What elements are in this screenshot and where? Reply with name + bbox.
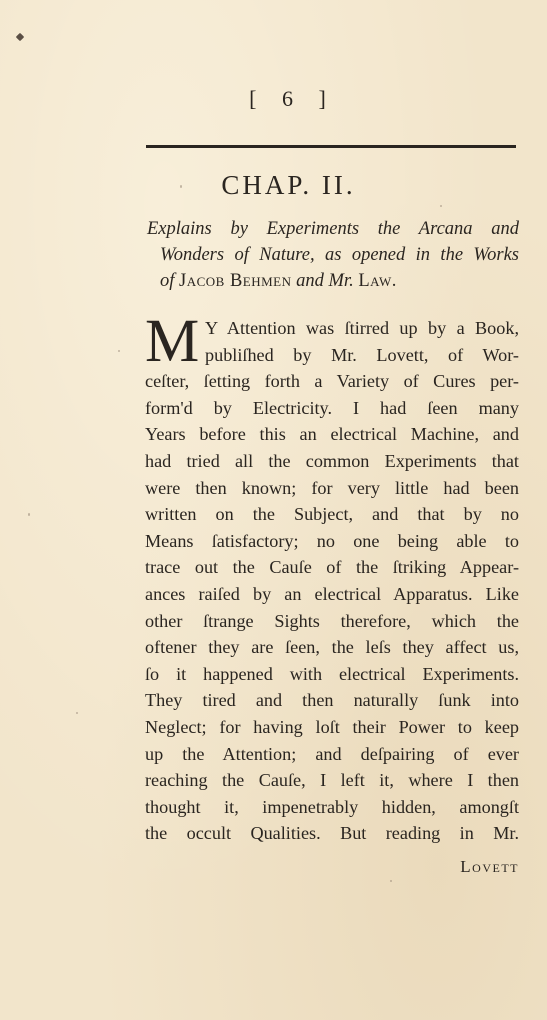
summary-and: and bbox=[296, 271, 324, 291]
text-line: Means ſatisfactory; no one being able to bbox=[145, 530, 519, 551]
text-line: ceſter, ſetting forth a Variety of Cures per- bbox=[145, 371, 519, 392]
text-line: had tried all the common Experiments that bbox=[145, 450, 519, 471]
paper-speck bbox=[118, 350, 120, 352]
drop-cap: M bbox=[145, 308, 200, 375]
summary-line-1: Explains by Experiments the Arcana and bbox=[147, 219, 519, 239]
text-line: form'd by Electricity. I had ſeen many bbox=[145, 397, 519, 418]
paper-speck bbox=[180, 185, 182, 188]
text-line: up the Attention; and deſpairing of ever bbox=[145, 743, 519, 764]
summary-of: of bbox=[160, 271, 175, 291]
page-number: [ 6 ] bbox=[249, 86, 336, 111]
header-rule bbox=[146, 145, 516, 148]
text-line: the occult Qualities. But reading in Mr. bbox=[145, 823, 519, 844]
summary-line-3 bbox=[147, 268, 519, 294]
text-line: reaching the Cauſe, I left it, where I then bbox=[145, 770, 519, 791]
catchword: Lovett bbox=[460, 857, 519, 876]
paper-speck bbox=[440, 205, 442, 207]
paper-speck bbox=[76, 712, 78, 714]
text-line: Years before this an electrical Machine, and bbox=[145, 424, 519, 445]
ink-mark bbox=[16, 33, 24, 41]
text-line: Neglect; for having loſt their Power to keep bbox=[145, 716, 519, 737]
text-line: oftener they are ſeen, the leſs they affect us, bbox=[145, 637, 519, 658]
text-line: They tired and then naturally ſunk into bbox=[145, 690, 519, 711]
text-line: written on the Subject, and that by no bbox=[145, 504, 519, 525]
text-line: publiſhed by Mr. Lovett, of Wor- bbox=[205, 344, 519, 365]
paper-speck bbox=[390, 880, 392, 882]
text-line: other ſtrange Sights therefore, which the bbox=[145, 610, 519, 631]
text-line: thought it, impenetrably hidden, amongſt bbox=[145, 796, 519, 817]
text-line: Y Attention was ſtirred up by a Book, bbox=[205, 318, 519, 338]
text-line: trace out the Cauſe of the ſtriking Appear- bbox=[145, 557, 519, 578]
text-line: ances raiſed by an electrical Apparatus. Like bbox=[145, 583, 519, 604]
summary-mr: Mr. bbox=[328, 271, 354, 291]
summary-line-2: Wonders of Nature, as opened in the Works bbox=[160, 245, 519, 265]
text-line: were then known; for very little had been bbox=[145, 477, 519, 498]
summary-name-law: Law. bbox=[358, 271, 397, 291]
body-paragraph bbox=[145, 308, 519, 847]
chapter-summary bbox=[147, 216, 519, 294]
paper-speck bbox=[28, 513, 30, 516]
text-line: ſo it happened with electrical Experiments. bbox=[145, 663, 519, 684]
chapter-title: CHAP. II. bbox=[221, 170, 356, 200]
summary-name-behmen: Jacob Behmen bbox=[179, 271, 292, 291]
